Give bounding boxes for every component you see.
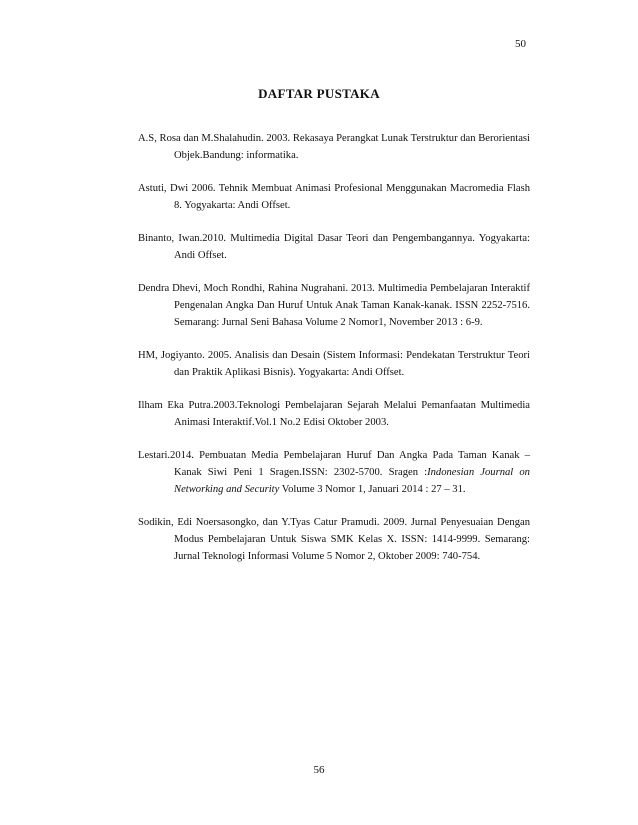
header-page-number: 50 [515,38,526,50]
reference-item: Sodikin, Edi Noersasongko, dan Y.Tyas Catur Pramudi. 2009. Jurnal Penyesuaian Dengan Modus Pembelajaran Untuk Siswa SMK Kelas X. ISSN: 1414-9999. Semarang: Jurnal Teknologi Informasi Volume 5 Nomor 2, Oktober 2009: 740-754. [138,517,530,562]
reference-item: Astuti, Dwi 2006. Tehnik Membuat Animasi Profesional Menggunakan Macromedia Flash 8. Yogyakarta: Andi Offset. [138,183,530,211]
page-title: DAFTAR PUSTAKA [258,86,380,101]
journal-title: Indonesian Journal on Networking and Security [174,467,530,495]
reference-item: Binanto, Iwan.2010. Multimedia Digital Dasar Teori dan Pengembangannya. Yogyakarta: Andi Offset. [138,233,530,261]
reference-item: HM, Jogiyanto. 2005. Analisis dan Desain (Sistem Informasi: Pendekatan Terstruktur Teori dan Praktik Aplikasi Bisnis). Yogyakarta: Andi Offset. [138,350,530,378]
footer-page-number: 56 [313,764,325,776]
reference-item: Dendra Dhevi, Moch Rondhi, Rahina Nugrahani. 2013. Multimedia Pembelajaran Interaktif Pengenalan Angka Dan Huruf Untuk Anak Taman Kanak-kanak. ISSN 2252-7516. Semarang: Jurnal Seni Bahasa Volume 2 Nomor1, November 2013 : 6-9. [138,283,530,328]
reference-text: Volume 3 Nomor 1, Januari 2014 : 27 – 31. [279,484,466,495]
reference-item: Ilham Eka Putra.2003.Teknologi Pembelajaran Sejarah Melalui Pemanfaatan Multimedia Animasi Interaktif.Vol.1 No.2 Edisi Oktober 2003. [138,400,530,428]
reference-item [138,447,530,498]
reference-item: A.S, Rosa dan M.Shalahudin. 2003. Rekasaya Perangkat Lunak Terstruktur dan Berorientasi Objek.Bandung: informatika. [138,133,530,161]
reference-list [138,130,530,581]
reference-text: Lestari.2014. Pembuatan Media Pembelajaran Huruf Dan Angka Pada Taman Kanak – Kanak Siwi Peni 1 Sragen.ISSN: 2302-5700. Sragen : [138,450,530,478]
